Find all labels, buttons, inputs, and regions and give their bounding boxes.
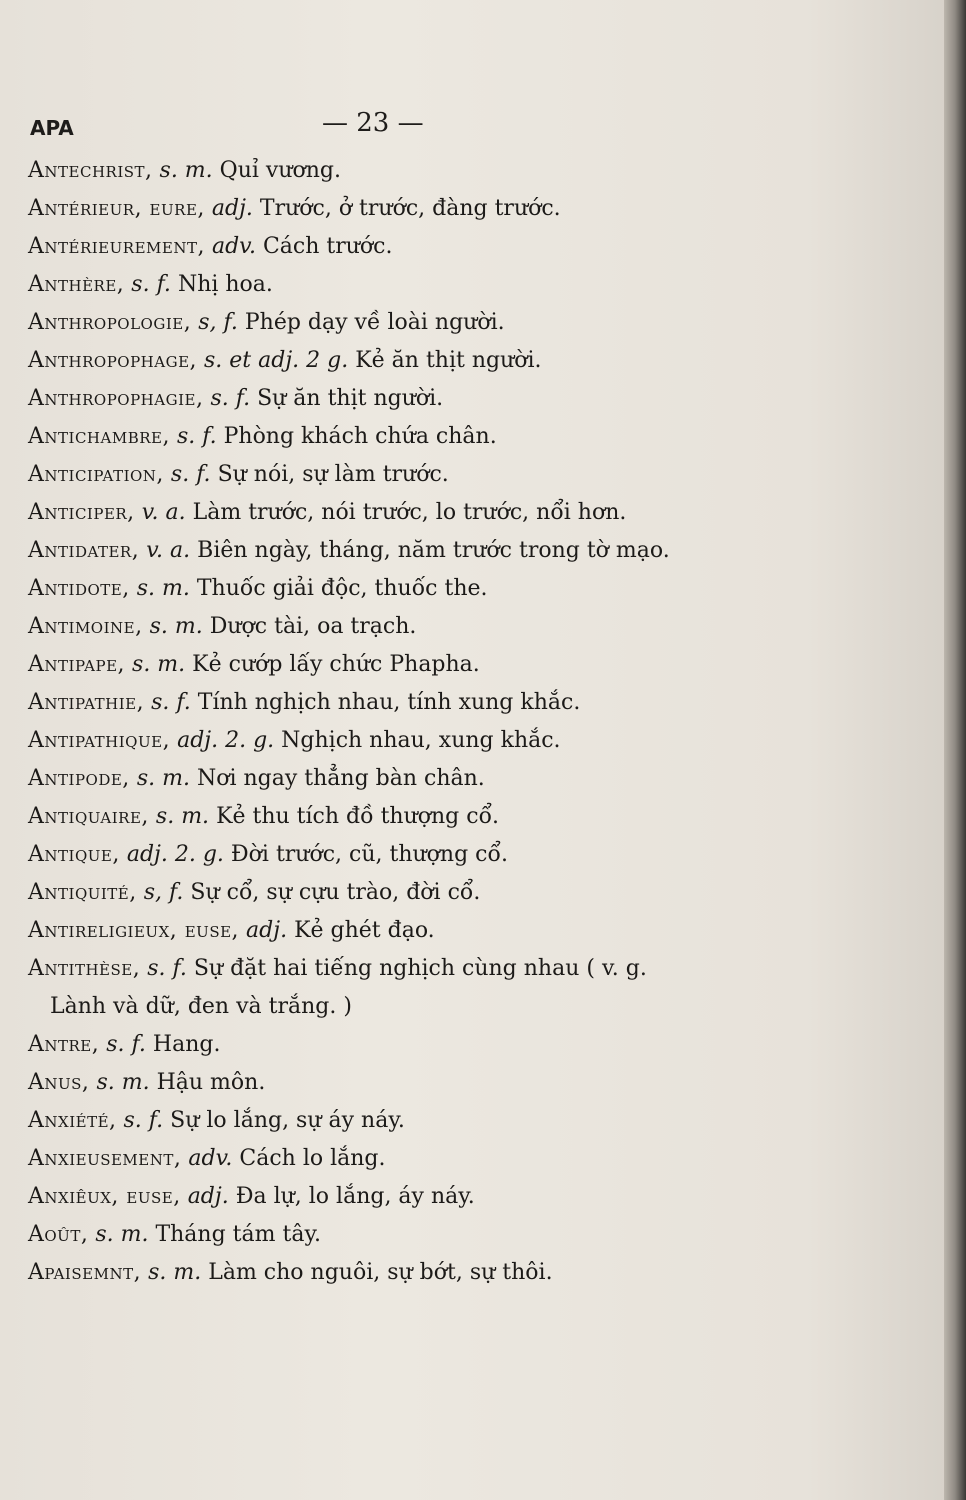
entry-headword: Antechrist,	[28, 158, 153, 183]
entry-headword: Antiquité,	[28, 880, 137, 905]
entry-grammar: s. m.	[149, 614, 203, 639]
dictionary-entry	[28, 912, 788, 950]
dictionary-entry	[28, 1064, 788, 1102]
dictionary-entry	[28, 1140, 788, 1178]
entry-definition: Nghịch nhau, xung khắc.	[281, 728, 561, 753]
entry-grammar: s. m.	[136, 766, 190, 791]
entry-grammar: adj.	[187, 1184, 229, 1209]
entry-headword: Anthropophagie,	[28, 386, 204, 411]
entry-grammar: s. f.	[151, 690, 191, 715]
entry-headword: Antipape,	[28, 652, 126, 677]
dictionary-entry	[28, 266, 788, 304]
dictionary-entry	[28, 570, 788, 608]
dictionary-entry	[28, 418, 788, 456]
entry-grammar: s. m.	[136, 576, 190, 601]
entry-definition: Lành và dữ, đen và trắng. )	[50, 994, 352, 1019]
entry-headword: Anus,	[28, 1070, 90, 1095]
entry-grammar: adj.	[246, 918, 288, 943]
entry-definition: Đa lự, lo lắng, áy náy.	[235, 1184, 475, 1209]
entry-headword: Antidater,	[28, 538, 140, 563]
page-header	[30, 104, 730, 144]
dictionary-entry	[28, 1254, 788, 1292]
entry-headword: Antérieurement,	[28, 234, 205, 259]
dictionary-entry	[28, 798, 788, 836]
entry-headword: Antidote,	[28, 576, 130, 601]
dictionary-entry	[28, 342, 788, 380]
entry-list	[28, 152, 788, 1292]
entry-definition: Cách trước.	[262, 234, 393, 259]
dictionary-entry	[28, 722, 788, 760]
dictionary-entry	[28, 684, 788, 722]
dictionary-entry	[28, 190, 788, 228]
entry-definition: Sự cổ, sự cựu trào, đời cổ.	[190, 880, 481, 905]
entry-definition: Sự nói, sự làm trước.	[217, 462, 449, 487]
entry-grammar: v. a.	[141, 500, 186, 525]
entry-headword: Antimoine,	[28, 614, 143, 639]
dictionary-entry-continuation	[28, 988, 788, 1026]
dictionary-entry	[28, 456, 788, 494]
entry-grammar: v. a.	[146, 538, 191, 563]
entry-headword: Anthère,	[28, 272, 125, 297]
dictionary-entry	[28, 836, 788, 874]
entry-grammar: s. f.	[147, 956, 187, 981]
dictionary-entry	[28, 152, 788, 190]
entry-headword: Antireligieux, euse,	[28, 918, 240, 943]
entry-headword: Anthropophage,	[28, 348, 198, 373]
entry-grammar: s. et adj. 2 g.	[204, 348, 349, 373]
entry-definition: Quỉ vương.	[219, 158, 341, 183]
dictionary-entry	[28, 950, 788, 988]
dictionary-entry	[28, 1102, 788, 1140]
entry-grammar: s. f.	[131, 272, 171, 297]
dictionary-entry	[28, 874, 788, 912]
entry-grammar: s. f.	[210, 386, 251, 411]
dictionary-entry	[28, 532, 788, 570]
entry-grammar: s. f.	[170, 462, 211, 487]
entry-definition: Phòng khách chứa chân.	[223, 424, 497, 449]
entry-headword: Anticipation,	[28, 462, 164, 487]
entry-definition: Nơi ngay thẳng bàn chân.	[196, 766, 485, 791]
entry-definition: Cách lo lắng.	[239, 1146, 386, 1171]
entry-definition: Sự lo lắng, sự áy náy.	[170, 1108, 405, 1133]
entry-headword: Antique,	[28, 842, 120, 867]
entry-headword: Antipathique,	[28, 728, 171, 753]
dictionary-entry	[28, 608, 788, 646]
entry-definition: Trước, ở trước, đàng trước.	[259, 196, 561, 221]
entry-definition: Biên ngày, tháng, năm trước trong tờ mạo.	[197, 538, 670, 563]
entry-grammar: s. m.	[132, 652, 186, 677]
page-number: — 23 —	[322, 108, 424, 138]
entry-grammar: s, f.	[198, 310, 238, 335]
entry-headword: Antithèse,	[28, 956, 141, 981]
entry-grammar: adj.	[211, 196, 253, 221]
dictionary-entry	[28, 760, 788, 798]
entry-definition: Kẻ ghét đạo.	[294, 918, 435, 943]
entry-definition: Tháng tám tây.	[155, 1222, 321, 1247]
entry-grammar: adj. 2. g.	[177, 728, 275, 753]
entry-headword: Antipode,	[28, 766, 130, 791]
entry-grammar: s. f.	[176, 424, 217, 449]
entry-definition: Kẻ cướp lấy chức Phapha.	[192, 652, 480, 677]
dictionary-entry	[28, 1178, 788, 1216]
entry-definition: Phép dạy về loài người.	[244, 310, 505, 335]
entry-grammar: s, f.	[143, 880, 184, 905]
book-spine-edge	[944, 0, 966, 1500]
entry-headword: Antipathie,	[28, 690, 145, 715]
entry-grammar: s. m.	[96, 1070, 150, 1095]
entry-definition: Kẻ ăn thịt người.	[355, 348, 542, 373]
entry-grammar: s. f.	[106, 1032, 146, 1057]
entry-headword: Antre,	[28, 1032, 100, 1057]
entry-grammar: s. m.	[95, 1222, 149, 1247]
dictionary-entry	[28, 494, 788, 532]
entry-grammar: s. m.	[155, 804, 210, 829]
dictionary-entry	[28, 228, 788, 266]
entry-definition: Hậu môn.	[156, 1070, 266, 1095]
entry-headword: Apaisemnt,	[28, 1260, 142, 1285]
entry-grammar: s. m.	[148, 1260, 202, 1285]
dictionary-entry	[28, 380, 788, 418]
entry-definition: Tính nghịch nhau, tính xung khắc.	[197, 690, 581, 715]
entry-definition: Sự đặt hai tiếng nghịch cùng nhau ( v. g.	[193, 956, 647, 981]
entry-headword: Anthropologie,	[28, 310, 192, 335]
dictionary-entry	[28, 646, 788, 684]
entry-headword: Août,	[28, 1222, 89, 1247]
entry-grammar: s. f.	[123, 1108, 164, 1133]
dictionary-entry	[28, 304, 788, 342]
entry-headword: Anxieusement,	[28, 1146, 182, 1171]
entry-definition: Sự ăn thịt người.	[257, 386, 444, 411]
entry-definition: Thuốc giải độc, thuốc the.	[196, 576, 488, 601]
entry-definition: Làm trước, nói trước, lo trước, nổi hơn.	[192, 500, 627, 525]
entry-definition: Hang.	[152, 1032, 221, 1057]
entry-grammar: adj. 2. g.	[126, 842, 224, 867]
entry-headword: Anxiêux, euse,	[28, 1184, 181, 1209]
entry-headword: Antérieur, eure,	[28, 196, 205, 221]
running-head: APA	[30, 116, 74, 140]
entry-headword: Antiquaire,	[28, 804, 149, 829]
entry-grammar: adv.	[188, 1146, 233, 1171]
entry-definition: Làm cho nguôi, sự bớt, sự thôi.	[208, 1260, 553, 1285]
entry-grammar: s. m.	[159, 158, 213, 183]
entry-definition: Đời trước, cũ, thượng cổ.	[230, 842, 508, 867]
entry-definition: Kẻ thu tích đồ thượng cổ.	[216, 804, 500, 829]
entry-headword: Anticiper,	[28, 500, 135, 525]
entry-headword: Antichambre,	[28, 424, 170, 449]
dictionary-entry	[28, 1216, 788, 1254]
entry-definition: Dược tài, oa trạch.	[209, 614, 417, 639]
entry-definition: Nhị hoa.	[177, 272, 273, 297]
entry-headword: Anxiété,	[28, 1108, 117, 1133]
dictionary-entry	[28, 1026, 788, 1064]
entry-grammar: adv.	[211, 234, 256, 259]
